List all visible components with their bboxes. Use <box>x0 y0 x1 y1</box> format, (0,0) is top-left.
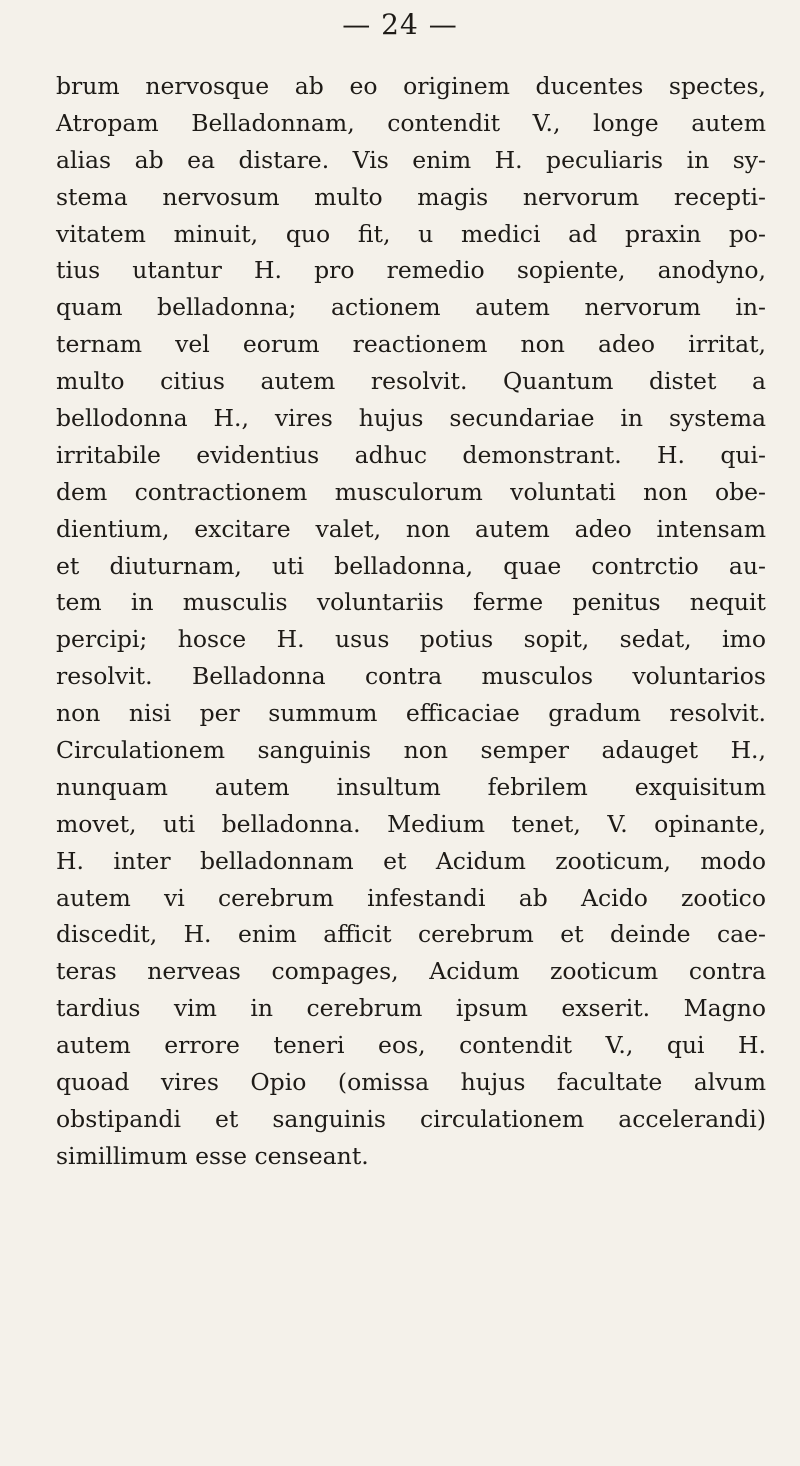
text-line: alias ab ea distare. Vis enim H. peculiaris in sy- <box>56 145 766 174</box>
text-line: vitatem minuit, quo fit, u medici ad praxin po- <box>56 219 766 248</box>
text-line: non nisi per summum efficaciae gradum resolvit. <box>56 699 766 728</box>
text-line: discedit, H. enim afficit cerebrum et deinde cae- <box>56 920 766 949</box>
text-line: resolvit. Belladonna contra musculos voluntarios <box>56 662 766 691</box>
text-line: ternam vel eorum reactionem non adeo irritat, <box>56 330 766 359</box>
text-line: stema nervosum multo magis nervorum recepti- <box>56 182 766 211</box>
text-line: dem contractionem musculorum voluntati non obe- <box>56 477 766 506</box>
text-line: teras nerveas compages, Acidum zooticum contra <box>56 957 766 986</box>
text-line: obstipandi et sanguinis circulationem accelerandi) <box>56 1104 766 1133</box>
text-line: simillimum esse censeant. <box>56 1141 369 1170</box>
text-line: dientium, excitare valet, non autem adeo intensam <box>56 514 766 543</box>
text-line: quam belladonna; actionem autem nervorum in- <box>56 293 766 322</box>
text-line: brum nervosque ab eo originem ducentes spectes, <box>56 72 766 100</box>
text-line: bellodonna H., vires hujus secundariae in systema <box>56 404 766 433</box>
text-line: irritabile evidentius adhuc demonstrant. H. qui- <box>56 440 766 469</box>
text-line: multo citius autem resolvit. Quantum distet a <box>56 367 766 396</box>
text-line: H. inter belladonnam et Acidum zooticum, modo <box>56 846 766 875</box>
page-number: — 24 — <box>342 8 458 41</box>
text-line: tem in musculis voluntariis ferme penitus nequit <box>56 588 766 617</box>
text-line: tius utantur H. pro remedio sopiente, anodyno, <box>56 256 766 285</box>
text-line: autem errore teneri eos, contendit V., qui H. <box>56 1031 766 1060</box>
text-line: et diuturnam, uti belladonna, quae contrctio au- <box>56 551 766 580</box>
text-line: percipi; hosce H. usus potius sopit, sedat, imo <box>56 625 766 654</box>
text-line: movet, uti belladonna. Medium tenet, V. opinante, <box>56 809 766 838</box>
text-line: quoad vires Opio (omissa hujus facultate alvum <box>56 1068 766 1097</box>
body-text <box>56 68 766 1175</box>
text-line: tardius vim in cerebrum ipsum exserit. Magno <box>56 994 766 1023</box>
text-line: Atropam Belladonnam, contendit V., longe autem <box>56 108 766 137</box>
text-line: nunquam autem insultum febrilem exquisitum <box>56 772 766 801</box>
text-line: autem vi cerebrum infestandi ab Acido zootico <box>56 883 766 912</box>
text-line: Circulationem sanguinis non semper adauget H., <box>56 736 766 765</box>
